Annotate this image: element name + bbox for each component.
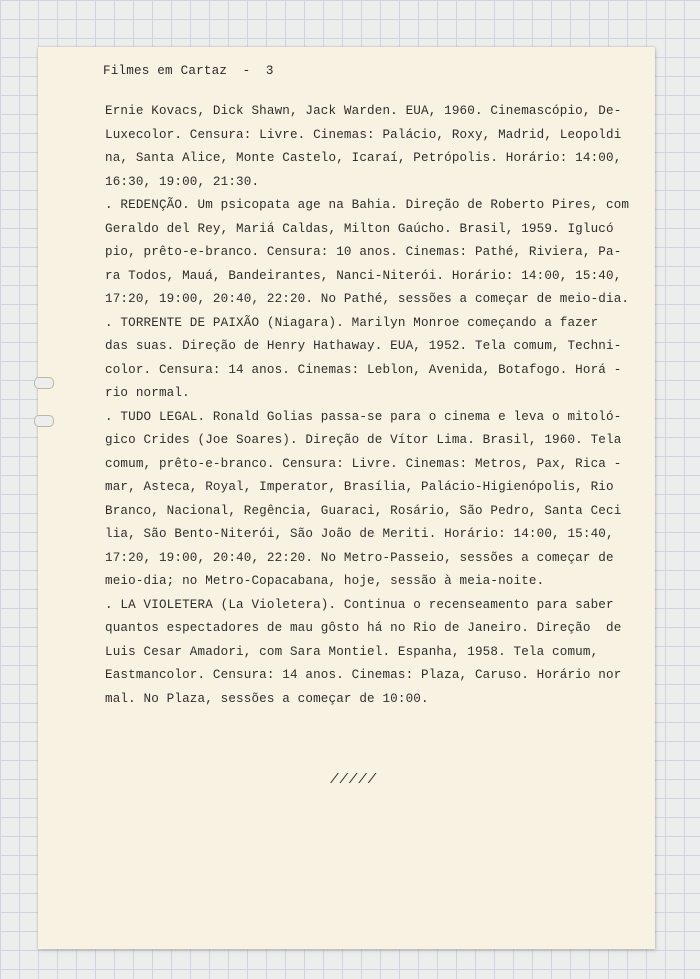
text-line: meio-dia; no Metro-Copacabana, hoje, sessão à meia-noite. bbox=[105, 574, 545, 588]
text-line: . LA VIOLETERA (La Violetera). Continua o recenseamento para saber bbox=[105, 597, 614, 612]
text-line: lia, São Bento-Niterói, São João de Meriti. Horário: 14:00, 15:40, bbox=[105, 527, 614, 541]
text-line: pio, prêto-e-branco. Censura: 10 anos. Cinemas: Pathé, Riviera, Pa- bbox=[105, 245, 622, 259]
typewritten-page bbox=[38, 47, 655, 949]
text-line: Geraldo del Rey, Mariá Caldas, Milton Gaúcho. Brasil, 1959. Iglucó bbox=[105, 221, 614, 236]
text-line: . TORRENTE DE PAIXÃO (Niagara). Marilyn Monroe começando a fazer bbox=[105, 315, 599, 330]
text-line: 17:20, 19:00, 20:40, 22:20. No Metro-Passeio, sessões a começar de bbox=[105, 550, 614, 565]
text-line: rio normal. bbox=[105, 386, 190, 400]
text-line: mal. No Plaza, sessões a começar de 10:00. bbox=[105, 691, 429, 706]
page-body bbox=[105, 100, 650, 711]
text-line: Luis Cesar Amadori, com Sara Montiel. Espanha, 1958. Tela comum, bbox=[105, 644, 599, 659]
text-line: gico Crides (Joe Soares). Direção de Vítor Lima. Brasil, 1960. Tela bbox=[105, 433, 622, 447]
text-line: 16:30, 19:00, 21:30. bbox=[105, 174, 260, 189]
text-line: mar, Asteca, Royal, Imperator, Brasília, Palácio-Higienópolis, Rio bbox=[105, 480, 614, 494]
end-mark: ///// bbox=[330, 772, 378, 788]
page-header: Filmes em Cartaz - 3 bbox=[103, 64, 274, 78]
text-line: na, Santa Alice, Monte Castelo, Icaraí, Petrópolis. Horário: 14:00, bbox=[105, 151, 622, 165]
text-line: Luxecolor. Censura: Livre. Cinemas: Palácio, Roxy, Madrid, Leopoldi bbox=[105, 127, 622, 142]
punch-hole bbox=[34, 415, 54, 427]
text-line: . TUDO LEGAL. Ronald Golias passa-se para o cinema e leva o mitoló- bbox=[105, 409, 622, 424]
text-line: das suas. Direção de Henry Hathaway. EUA, 1952. Tela comum, Techni- bbox=[105, 339, 622, 353]
text-line: Ernie Kovacs, Dick Shawn, Jack Warden. EUA, 1960. Cinemascópio, De- bbox=[105, 104, 622, 118]
text-line: Eastmancolor. Censura: 14 anos. Cinemas: Plaza, Caruso. Horário nor bbox=[105, 668, 622, 682]
text-line: 17:20, 19:00, 20:40, 22:20. No Pathé, sessões a começar de meio-dia. bbox=[105, 292, 630, 306]
text-line: comum, prêto-e-branco. Censura: Livre. Cinemas: Metros, Pax, Rica - bbox=[105, 456, 622, 471]
text-line: quantos espectadores de mau gôsto há no Rio de Janeiro. Direção de bbox=[105, 621, 622, 635]
text-line: Branco, Nacional, Regência, Guaraci, Rosário, São Pedro, Santa Ceci bbox=[105, 503, 622, 518]
punch-hole bbox=[34, 377, 54, 389]
text-line: . REDENÇÃO. Um psicopata age na Bahia. Direção de Roberto Pires, com bbox=[105, 198, 630, 212]
text-line: color. Censura: 14 anos. Cinemas: Leblon, Avenida, Botafogo. Horá - bbox=[105, 362, 622, 377]
text-line: ra Todos, Mauá, Bandeirantes, Nanci-Niterói. Horário: 14:00, 15:40, bbox=[105, 268, 622, 283]
